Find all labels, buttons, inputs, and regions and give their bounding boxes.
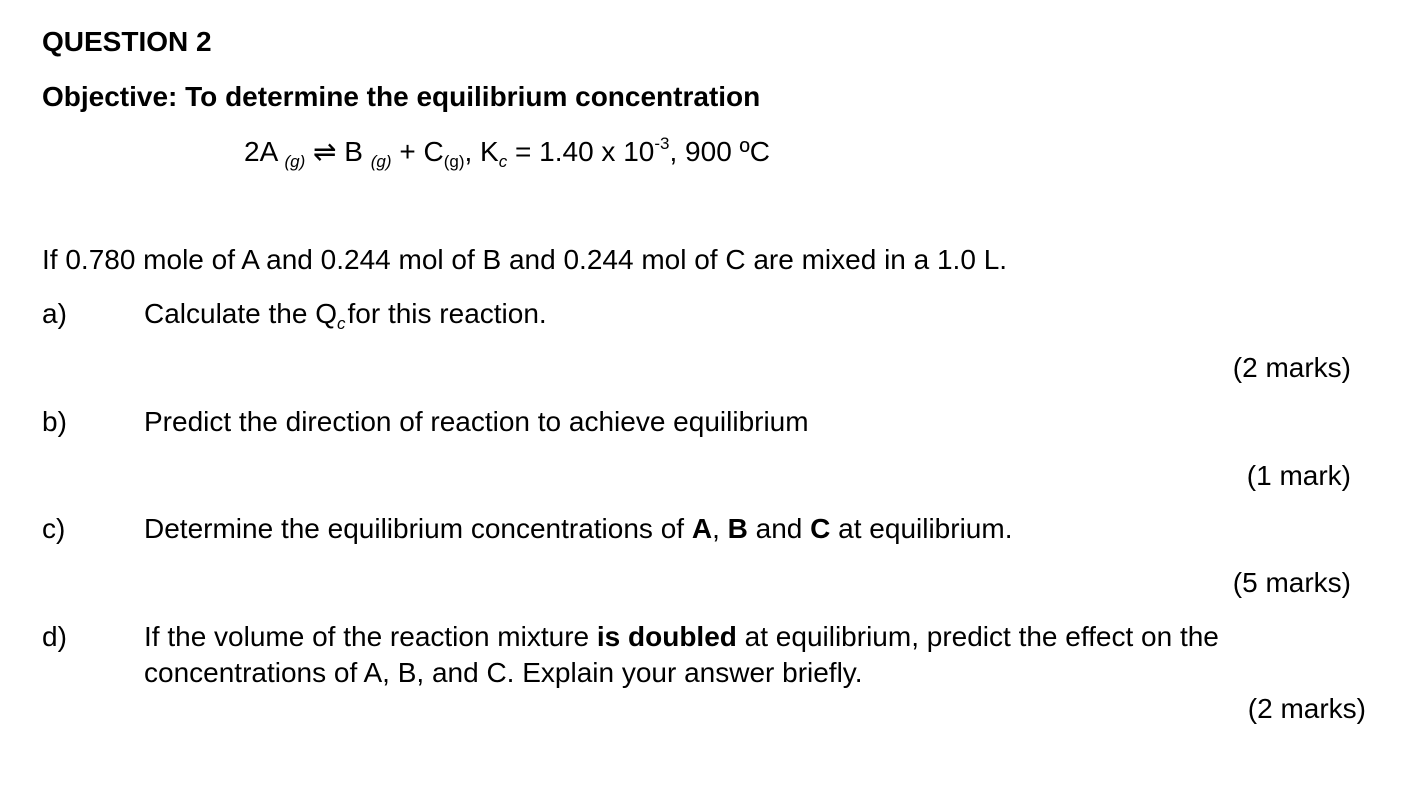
product-c: C [423, 136, 444, 167]
part-d-line1: If the volume of the reaction mixture is doubled at equilibrium, predict the effect on the [144, 621, 1219, 652]
product-c-state: (g) [443, 152, 465, 171]
reactant-species: 2A [244, 136, 277, 167]
reactant-state: (g) [284, 152, 306, 171]
plus-sign: + [399, 136, 416, 167]
part-c-text: Determine the equilibrium concentrations of A, B and C at equilibrium. [144, 513, 1013, 544]
part-c-label: c) [42, 513, 66, 544]
k-value: = 1.40 x 10 [515, 136, 655, 167]
k-subscript: c [498, 152, 508, 171]
product-b: B [344, 136, 363, 167]
temperature: , 900 ºC [669, 136, 770, 167]
part-b-text: Predict the direction of reaction to achieve equilibrium [144, 406, 809, 437]
part-c-marks: (5 marks) [1232, 567, 1351, 598]
part-a-label: a) [42, 298, 67, 329]
equilibrium-arrow: ⇌ [313, 136, 337, 167]
part-d-line2: concentrations of A, B, and C. Explain your answer briefly. [144, 657, 863, 688]
reaction-equation: 2A $_{(g)}$ ⇌ B $_{(g)} + C_{(g)}$, $K_c = 1.40$ x $10^{-3}$, 900 ºC [244, 134, 770, 171]
objective-heading: Objective: To determine the equilibrium concentration [42, 81, 761, 112]
part-a-text: Calculate the $Q_cfor$ this reaction. [144, 298, 547, 333]
k-symbol: K [480, 136, 499, 167]
part-b-marks: (1 mark) [1246, 460, 1351, 491]
part-b-label: b) [42, 406, 67, 437]
part-d-label: d) [42, 621, 67, 652]
part-d-marks: (2 marks) [1247, 693, 1366, 724]
k-exponent: -3 [654, 134, 670, 153]
intro-text: If 0.780 mole of A and 0.244 mol of B and 0.244 mol of C are mixed in a 1.0 L. [42, 244, 1008, 275]
question-title: QUESTION 2 [42, 26, 212, 57]
product-b-state: (g) [370, 152, 392, 171]
part-a-marks: (2 marks) [1232, 352, 1351, 383]
